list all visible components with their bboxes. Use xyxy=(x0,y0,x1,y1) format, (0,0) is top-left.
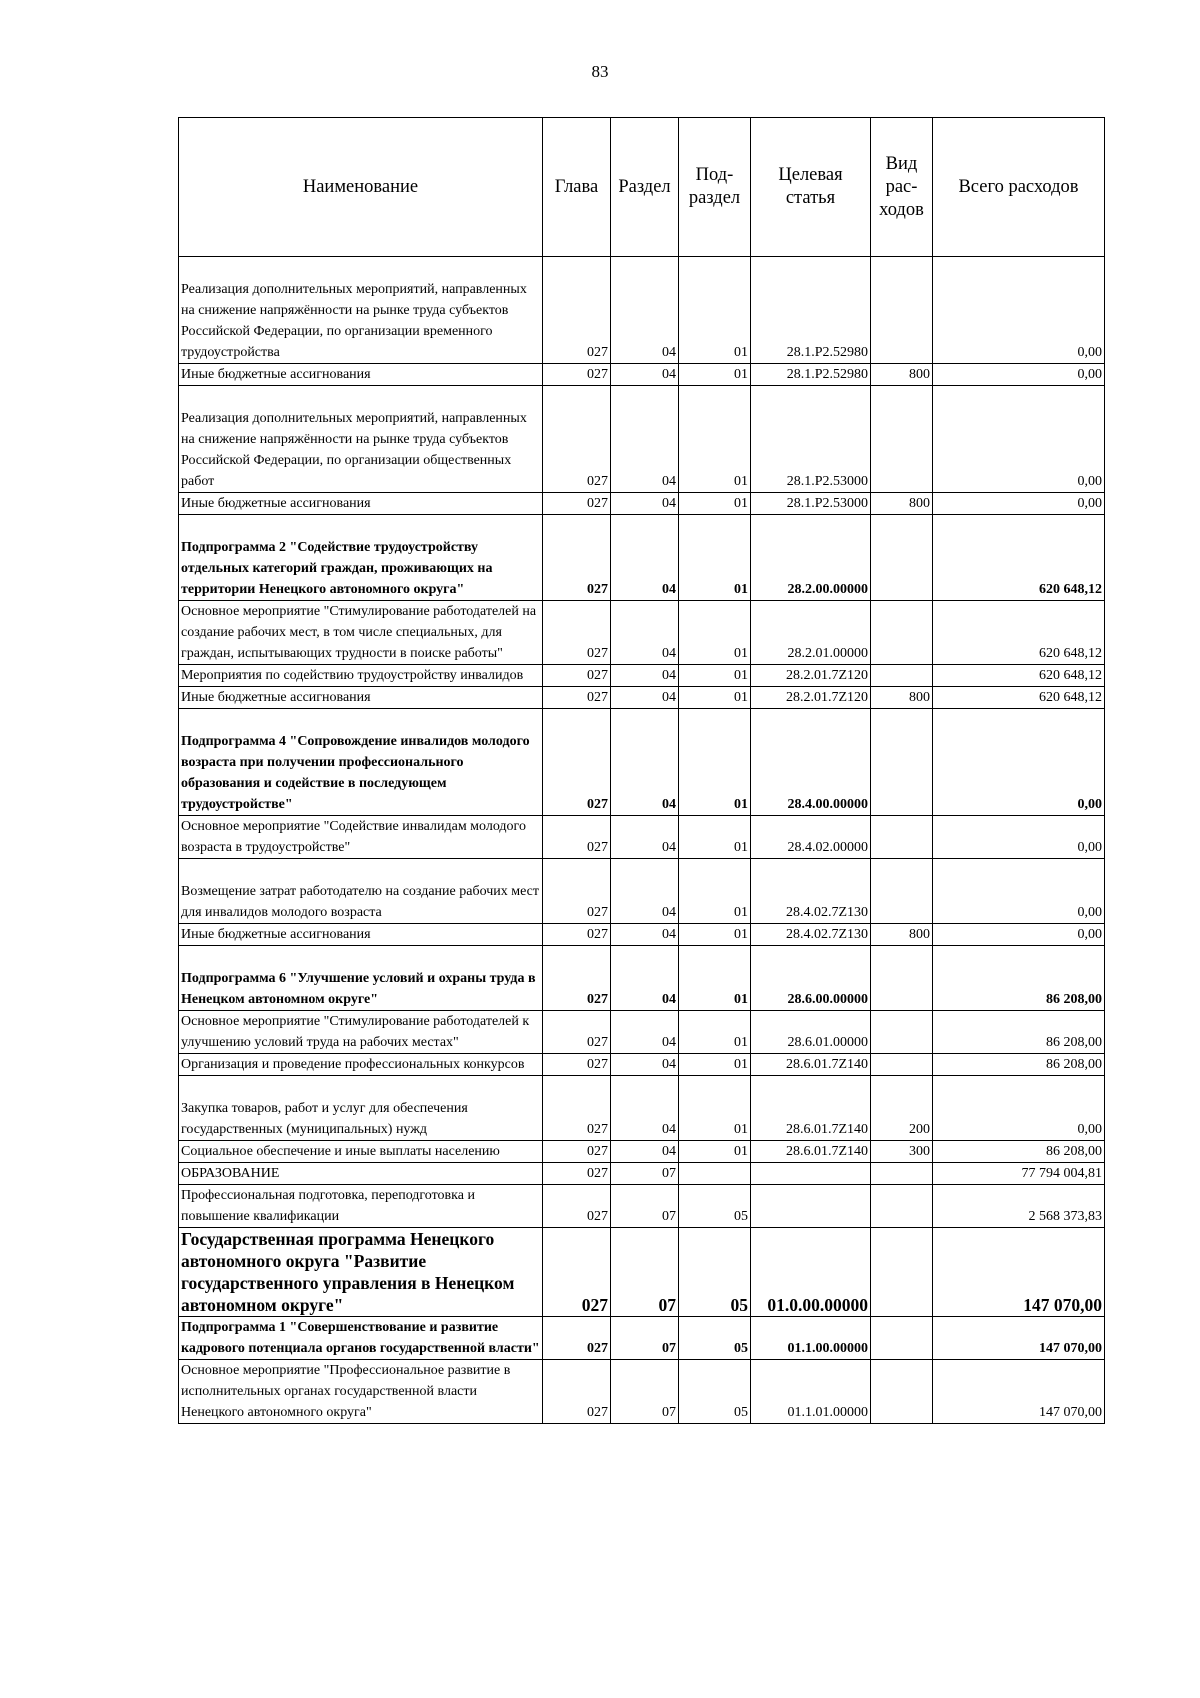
cell-name: Подпрограмма 1 "Совершенствование и развитие кадрового потенциала органов государственной власти" xyxy=(179,1317,543,1360)
cell-total: 147 070,00 xyxy=(933,1360,1105,1424)
table-row xyxy=(179,924,1105,946)
cell-glava: 027 xyxy=(543,1228,611,1317)
cell-name: Основное мероприятие "Профессиональное развитие в исполнительных органах государственной власти Ненецкого автономного округа" xyxy=(179,1360,543,1424)
cell-celevaya: 28.1.P2.52980 xyxy=(751,257,871,364)
cell-total: 0,00 xyxy=(933,257,1105,364)
cell-total: 77 794 004,81 xyxy=(933,1163,1105,1185)
cell-total: 147 070,00 xyxy=(933,1317,1105,1360)
table-row xyxy=(179,1076,1105,1141)
cell-name: Основное мероприятие "Стимулирование работодателей на создание рабочих мест, в том числе специальных, для граждан, испытывающих трудности в поиске работы" xyxy=(179,601,543,665)
cell-vid xyxy=(871,1185,933,1228)
cell-name: Возмещение затрат работодателю на создание рабочих мест для инвалидов молодого возраста xyxy=(179,859,543,924)
cell-razdel: 04 xyxy=(611,364,679,386)
cell-name: Социальное обеспечение и иные выплаты населению xyxy=(179,1141,543,1163)
cell-vid: 800 xyxy=(871,687,933,709)
cell-razdel: 04 xyxy=(611,1054,679,1076)
table-row xyxy=(179,665,1105,687)
cell-total: 0,00 xyxy=(933,386,1105,493)
cell-total: 0,00 xyxy=(933,924,1105,946)
cell-vid xyxy=(871,709,933,816)
cell-total: 620 648,12 xyxy=(933,687,1105,709)
cell-podrazdel: 01 xyxy=(679,1011,751,1054)
cell-vid: 200 xyxy=(871,1076,933,1141)
cell-razdel: 07 xyxy=(611,1228,679,1317)
table-row xyxy=(179,493,1105,515)
cell-total: 86 208,00 xyxy=(933,1141,1105,1163)
cell-total: 0,00 xyxy=(933,1076,1105,1141)
cell-razdel: 04 xyxy=(611,601,679,665)
cell-vid: 800 xyxy=(871,364,933,386)
cell-vid xyxy=(871,1054,933,1076)
cell-razdel: 07 xyxy=(611,1317,679,1360)
cell-vid xyxy=(871,1163,933,1185)
cell-celevaya: 28.2.01.7Z120 xyxy=(751,687,871,709)
cell-celevaya xyxy=(751,1163,871,1185)
table-row xyxy=(179,1054,1105,1076)
table-row xyxy=(179,1317,1105,1360)
page-number: 83 xyxy=(591,62,609,81)
cell-glava: 027 xyxy=(543,1360,611,1424)
cell-glava: 027 xyxy=(543,687,611,709)
cell-glava: 027 xyxy=(543,1011,611,1054)
cell-celevaya: 01.0.00.00000 xyxy=(751,1228,871,1317)
table-row xyxy=(179,709,1105,816)
cell-celevaya: 28.1.P2.53000 xyxy=(751,493,871,515)
cell-glava: 027 xyxy=(543,1141,611,1163)
table-row xyxy=(179,946,1105,1011)
cell-podrazdel: 01 xyxy=(679,665,751,687)
cell-celevaya: 28.1.P2.53000 xyxy=(751,386,871,493)
cell-razdel: 07 xyxy=(611,1163,679,1185)
cell-total: 620 648,12 xyxy=(933,515,1105,601)
cell-celevaya: 28.6.01.7Z140 xyxy=(751,1054,871,1076)
cell-razdel: 04 xyxy=(611,687,679,709)
table-row xyxy=(179,816,1105,859)
cell-glava: 027 xyxy=(543,515,611,601)
cell-podrazdel: 01 xyxy=(679,515,751,601)
cell-total: 0,00 xyxy=(933,859,1105,924)
cell-vid xyxy=(871,1360,933,1424)
cell-glava: 027 xyxy=(543,601,611,665)
cell-podrazdel: 01 xyxy=(679,257,751,364)
cell-total: 2 568 373,83 xyxy=(933,1185,1105,1228)
cell-name: ОБРАЗОВАНИЕ xyxy=(179,1163,543,1185)
cell-celevaya: 28.6.01.7Z140 xyxy=(751,1076,871,1141)
cell-vid xyxy=(871,601,933,665)
cell-vid xyxy=(871,816,933,859)
cell-name: Государственная программа Ненецкого автономного округа "Развитие государственного управления в Ненецком автономном округе" xyxy=(179,1228,543,1317)
cell-name: Подпрограмма 2 "Содействие трудоустройству отдельных категорий граждан, проживающих на территории Ненецкого автономного округа" xyxy=(179,515,543,601)
table-row xyxy=(179,1228,1105,1317)
cell-name: Закупка товаров, работ и услуг для обеспечения государственных (муниципальных) нужд xyxy=(179,1076,543,1141)
cell-glava: 027 xyxy=(543,924,611,946)
header-celevaya: Целевая статья xyxy=(751,118,871,257)
cell-celevaya: 28.4.02.00000 xyxy=(751,816,871,859)
cell-name: Иные бюджетные ассигнования xyxy=(179,924,543,946)
header-podrazdel: Под-раздел xyxy=(679,118,751,257)
cell-name: Реализация дополнительных мероприятий, направленных на снижение напряжённости на рынке труда субъектов Российской Федерации, по организации временного трудоустройства xyxy=(179,257,543,364)
cell-podrazdel: 01 xyxy=(679,493,751,515)
cell-glava: 027 xyxy=(543,1054,611,1076)
cell-total: 0,00 xyxy=(933,493,1105,515)
cell-name: Подпрограмма 6 "Улучшение условий и охраны труда в Ненецком автономном округе" xyxy=(179,946,543,1011)
cell-razdel: 04 xyxy=(611,515,679,601)
cell-glava: 027 xyxy=(543,1163,611,1185)
cell-glava: 027 xyxy=(543,946,611,1011)
header-vid: Вид рас-ходов xyxy=(871,118,933,257)
cell-name: Организация и проведение профессиональных конкурсов xyxy=(179,1054,543,1076)
table-row xyxy=(179,1141,1105,1163)
table-header-row xyxy=(179,118,1105,257)
cell-podrazdel: 01 xyxy=(679,1054,751,1076)
cell-name: Подпрограмма 4 "Сопровождение инвалидов молодого возраста при получении профессионального образования и содействие в последующем трудоустройстве" xyxy=(179,709,543,816)
table-row xyxy=(179,601,1105,665)
cell-total: 0,00 xyxy=(933,816,1105,859)
cell-podrazdel: 01 xyxy=(679,687,751,709)
cell-vid xyxy=(871,386,933,493)
cell-total: 86 208,00 xyxy=(933,1011,1105,1054)
cell-razdel: 07 xyxy=(611,1360,679,1424)
cell-name: Основное мероприятие "Содействие инвалидам молодого возраста в трудоустройстве" xyxy=(179,816,543,859)
cell-razdel: 04 xyxy=(611,257,679,364)
budget-table xyxy=(178,117,1105,1424)
cell-celevaya: 28.6.01.00000 xyxy=(751,1011,871,1054)
cell-razdel: 04 xyxy=(611,946,679,1011)
table-row xyxy=(179,687,1105,709)
cell-glava: 027 xyxy=(543,1317,611,1360)
cell-razdel: 04 xyxy=(611,1141,679,1163)
cell-name: Иные бюджетные ассигнования xyxy=(179,364,543,386)
cell-razdel: 04 xyxy=(611,709,679,816)
cell-celevaya: 28.4.02.7Z130 xyxy=(751,924,871,946)
cell-podrazdel: 05 xyxy=(679,1228,751,1317)
cell-celevaya: 28.2.01.7Z120 xyxy=(751,665,871,687)
cell-celevaya: 28.6.00.00000 xyxy=(751,946,871,1011)
cell-vid xyxy=(871,1011,933,1054)
cell-podrazdel: 01 xyxy=(679,601,751,665)
cell-glava: 027 xyxy=(543,665,611,687)
table-row xyxy=(179,1163,1105,1185)
cell-celevaya: 01.1.01.00000 xyxy=(751,1360,871,1424)
cell-vid: 800 xyxy=(871,924,933,946)
cell-name: Мероприятия по содействию трудоустройству инвалидов xyxy=(179,665,543,687)
table-row xyxy=(179,364,1105,386)
cell-podrazdel: 05 xyxy=(679,1317,751,1360)
cell-total: 0,00 xyxy=(933,364,1105,386)
table-row xyxy=(179,257,1105,364)
cell-glava: 027 xyxy=(543,1076,611,1141)
cell-razdel: 04 xyxy=(611,924,679,946)
cell-razdel: 04 xyxy=(611,1011,679,1054)
cell-glava: 027 xyxy=(543,493,611,515)
cell-celevaya: 28.2.01.00000 xyxy=(751,601,871,665)
cell-podrazdel: 01 xyxy=(679,364,751,386)
cell-vid: 300 xyxy=(871,1141,933,1163)
cell-glava: 027 xyxy=(543,386,611,493)
table-row xyxy=(179,1185,1105,1228)
cell-name: Реализация дополнительных мероприятий, направленных на снижение напряжённости на рынке труда субъектов Российской Федерации, по организации общественных работ xyxy=(179,386,543,493)
cell-vid xyxy=(871,859,933,924)
table-row xyxy=(179,1011,1105,1054)
header-glava: Глава xyxy=(543,118,611,257)
cell-razdel: 04 xyxy=(611,386,679,493)
cell-name: Иные бюджетные ассигнования xyxy=(179,493,543,515)
cell-celevaya: 28.4.02.7Z130 xyxy=(751,859,871,924)
cell-celevaya: 28.4.00.00000 xyxy=(751,709,871,816)
cell-podrazdel: 01 xyxy=(679,1076,751,1141)
header-name: Наименование xyxy=(179,118,543,257)
cell-name: Основное мероприятие "Стимулирование работодателей к улучшению условий труда на рабочих местах" xyxy=(179,1011,543,1054)
table-row xyxy=(179,386,1105,493)
cell-razdel: 04 xyxy=(611,493,679,515)
cell-vid xyxy=(871,1228,933,1317)
cell-vid xyxy=(871,515,933,601)
cell-total: 0,00 xyxy=(933,709,1105,816)
cell-vid xyxy=(871,665,933,687)
table-row xyxy=(179,1360,1105,1424)
cell-total: 147 070,00 xyxy=(933,1228,1105,1317)
cell-vid xyxy=(871,1317,933,1360)
cell-razdel: 04 xyxy=(611,859,679,924)
cell-glava: 027 xyxy=(543,1185,611,1228)
cell-podrazdel: 01 xyxy=(679,924,751,946)
cell-podrazdel: 01 xyxy=(679,816,751,859)
cell-podrazdel: 01 xyxy=(679,859,751,924)
cell-total: 86 208,00 xyxy=(933,946,1105,1011)
header-total: Всего расходов xyxy=(933,118,1105,257)
cell-glava: 027 xyxy=(543,364,611,386)
cell-glava: 027 xyxy=(543,816,611,859)
cell-podrazdel: 01 xyxy=(679,946,751,1011)
cell-celevaya: 28.6.01.7Z140 xyxy=(751,1141,871,1163)
cell-podrazdel xyxy=(679,1163,751,1185)
cell-total: 86 208,00 xyxy=(933,1054,1105,1076)
cell-name: Профессиональная подготовка, переподготовка и повышение квалификации xyxy=(179,1185,543,1228)
cell-podrazdel: 01 xyxy=(679,709,751,816)
cell-celevaya: 28.1.P2.52980 xyxy=(751,364,871,386)
cell-vid xyxy=(871,257,933,364)
cell-celevaya: 28.2.00.00000 xyxy=(751,515,871,601)
cell-name: Иные бюджетные ассигнования xyxy=(179,687,543,709)
cell-razdel: 04 xyxy=(611,1076,679,1141)
cell-total: 620 648,12 xyxy=(933,665,1105,687)
cell-razdel: 04 xyxy=(611,665,679,687)
cell-glava: 027 xyxy=(543,257,611,364)
cell-vid: 800 xyxy=(871,493,933,515)
cell-razdel: 04 xyxy=(611,816,679,859)
cell-glava: 027 xyxy=(543,859,611,924)
table-row xyxy=(179,515,1105,601)
cell-vid xyxy=(871,946,933,1011)
cell-total: 620 648,12 xyxy=(933,601,1105,665)
table-row xyxy=(179,859,1105,924)
header-razdel: Раздел xyxy=(611,118,679,257)
cell-glava: 027 xyxy=(543,709,611,816)
cell-podrazdel: 05 xyxy=(679,1360,751,1424)
table-body xyxy=(179,257,1105,1424)
cell-podrazdel: 05 xyxy=(679,1185,751,1228)
cell-celevaya xyxy=(751,1185,871,1228)
cell-podrazdel: 01 xyxy=(679,386,751,493)
cell-podrazdel: 01 xyxy=(679,1141,751,1163)
cell-razdel: 07 xyxy=(611,1185,679,1228)
cell-celevaya: 01.1.00.00000 xyxy=(751,1317,871,1360)
